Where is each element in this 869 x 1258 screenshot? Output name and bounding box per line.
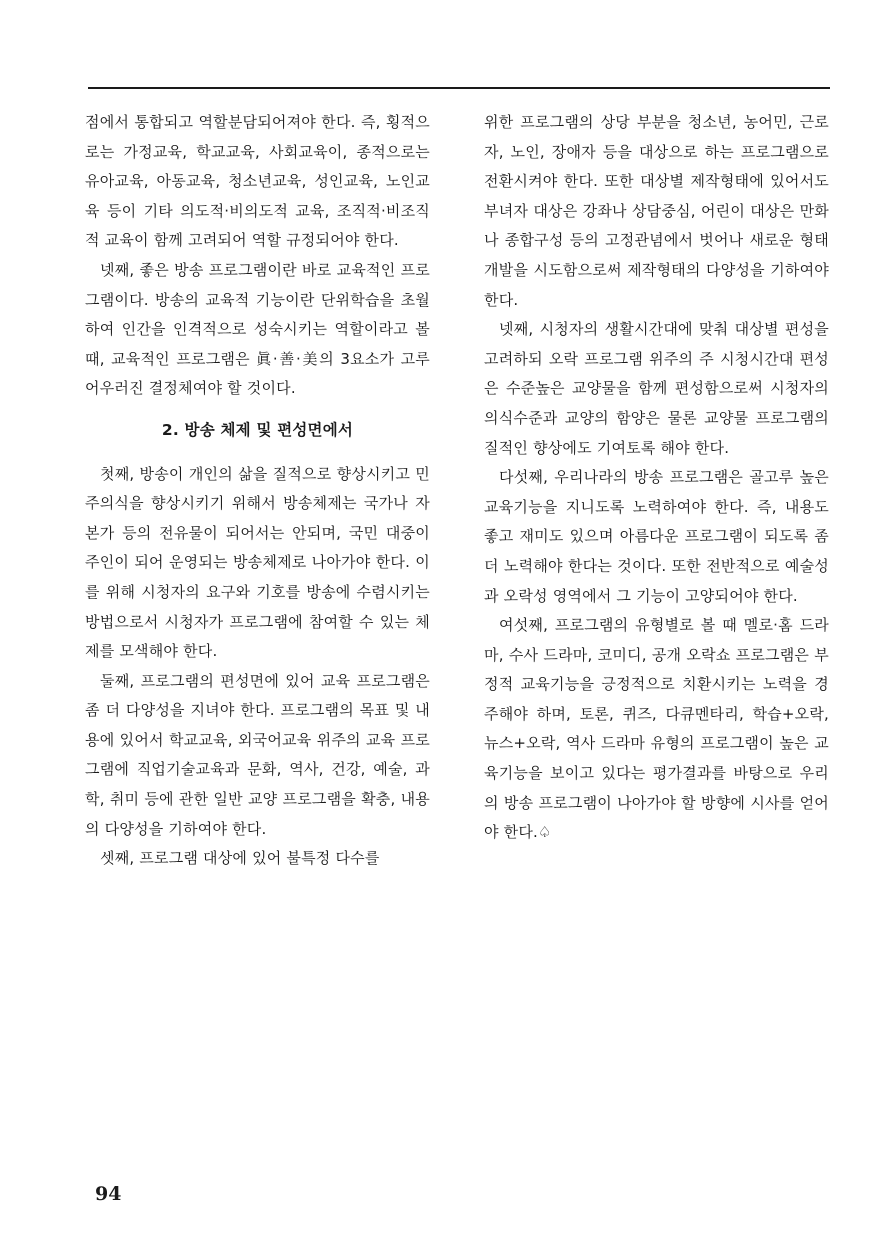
header-rule: [88, 87, 830, 89]
page-number: 94: [95, 1183, 122, 1205]
right-column: [484, 108, 829, 848]
left-column: [85, 108, 430, 874]
paragraph: 둘째, 프로그램의 편성면에 있어 교육 프로그램은 좀 더 다양성을 지녀야 한다. 프로그램의 목표 및 내용에 있어서 학교교육, 외국어교육 위주의 교육 프로그램에 직업기술교육과 문화, 역사, 건강, 예술, 과학, 취미 등에 관한 일반 교양 프로그램을 확충, 내용의 다양성을 기하여야 한다.: [85, 671, 430, 838]
paragraph: 첫째, 방송이 개인의 삶을 질적으로 향상시키고 민주의식을 향상시키기 위해서 방송체제는 국가나 자본가 등의 전유물이 되어서는 안되며, 국민 대중이 주인이 되어 운영되는 방송체제로 나아가야 한다. 이를 위해 시청자의 요구와 기호를 방송에 수렴시키는 방법으로서 시청자가 프로그램에 참여할 수 있는 체제를 모색해야 한다.: [85, 464, 430, 661]
paragraph: 넷째, 좋은 방송 프로그램이란 바로 교육적인 프로그램이다. 방송의 교육적 기능이란 단위학습을 초월하여 인간을 인격적으로 성숙시키는 역할이라고 볼 때, 교육적인 프로그램은 眞·善·美의 3요소가 고루 어우러진 결정체여야 할 것이다.: [85, 260, 430, 398]
paragraph: 넷째, 시청자의 생활시간대에 맞춰 대상별 편성을 고려하되 오락 프로그램 위주의 주 시청시간대 편성은 수준높은 교양물을 함께 편성함으로써 시청자의 의식수준과 교양의 함양은 물론 교양물 프로그램의 질적인 향상에도 기여토록 해야 한다.: [484, 320, 829, 457]
paragraph: 위한 프로그램의 상당 부분을 청소년, 농어민, 근로자, 노인, 장애자 등을 대상으로 하는 프로그램으로 전환시켜야 한다. 또한 대상별 제작형태에 있어서도 부녀자 대상은 강좌나 상담중심, 어린이 대상은 만화나 종합구성 등의 고정관념에서 벗어나 새로운 형태 개발을 시도함으로써 제작형태의 다양성을 기하여야 한다.: [484, 113, 829, 309]
paragraph: 여섯째, 프로그램의 유형별로 볼 때 멜로·홈 드라마, 수사 드라마, 코미디, 공개 오락쇼 프로그램은 부정적 교육기능을 긍정적으로 치환시키는 노력을 경주해야 하며, 토론, 퀴즈, 다큐멘타리, 학습+오락, 뉴스+오락, 역사 드라마 유형의 프로그램이 높은 교육기능을 보이고 있다는 평가결과를 바탕으로 우리의 방송 프로그램이 나아가야 할 방향에 시사를 얻어야 한다.♤: [484, 616, 829, 842]
paragraph: 셋째, 프로그램 대상에 있어 불특정 다수를: [100, 849, 380, 868]
paragraph: 점에서 통합되고 역할분담되어져야 한다. 즉, 횡적으로는 가정교육, 학교교육, 사회교육이, 종적으로는 유아교육, 아동교육, 청소년교육, 성인교육, 노인교육 등이 기타 의도적·비의도적 교육, 조직적·비조직적 교육이 함께 고려되어 역할 규정되어야 한다.: [85, 113, 430, 250]
paragraph: 다섯째, 우리나라의 방송 프로그램은 골고루 높은 교육기능을 지니도록 노력하여야 한다. 즉, 내용도 좋고 재미도 있으며 아름다운 프로그램이 되도록 좀 더 노력해야 한다는 것이다. 또한 전반적으로 예술성과 오락성 영역에서 그 기능이 고양되어야 한다.: [484, 468, 829, 605]
section-heading: 2. 방송 체제 및 편성면에서: [161, 420, 354, 439]
